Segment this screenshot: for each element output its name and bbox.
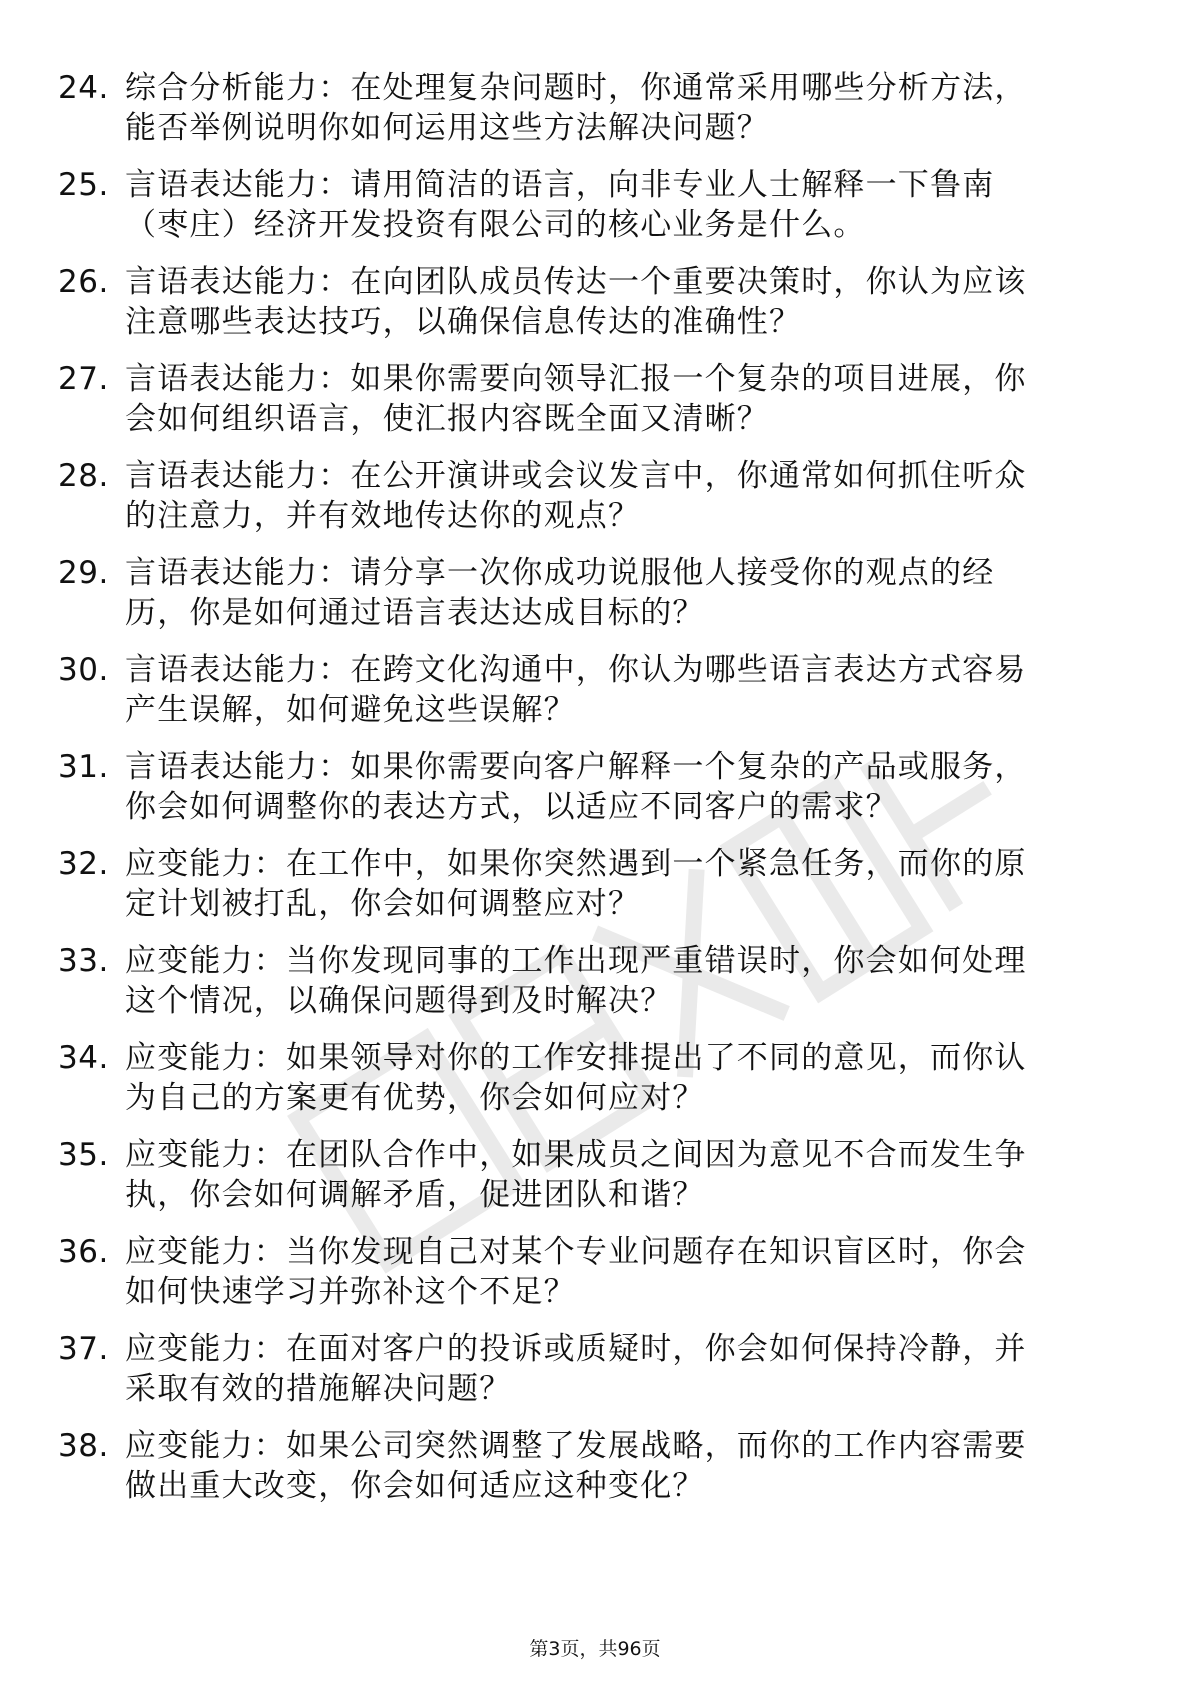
question-line: 应变能力：在面对客户的投诉或质疑时，你会如何保持冷静，并 [125, 1331, 1027, 1367]
question-text [125, 359, 1175, 439]
question-text [125, 68, 1175, 148]
question-text [125, 1135, 1175, 1215]
question-line: 产生误解，如何避免这些误解？ [125, 692, 576, 728]
question-text [125, 1426, 1175, 1506]
question-item [58, 941, 1118, 1038]
question-item [58, 68, 1118, 165]
question-line: 言语表达能力：请分享一次你成功说服他人接受你的观点的经 [125, 555, 995, 591]
question-item [58, 1426, 1118, 1523]
question-number: 36. [58, 1234, 109, 1270]
question-list [58, 68, 1118, 1523]
question-line: 你会如何调整你的表达方式，以适应不同客户的需求？ [125, 789, 898, 825]
question-text [125, 1232, 1175, 1312]
question-text [125, 650, 1175, 730]
question-line: 注意哪些表达技巧，以确保信息传达的准确性？ [125, 304, 802, 340]
question-number: 29. [58, 555, 109, 591]
question-item [58, 1232, 1118, 1329]
question-number: 28. [58, 458, 109, 494]
question-line: 言语表达能力：如果你需要向领导汇报一个复杂的项目进展，你 [125, 361, 1027, 397]
question-item [58, 1038, 1118, 1135]
question-text [125, 1329, 1175, 1409]
question-line: 言语表达能力：在公开演讲或会议发言中，你通常如何抓住听众 [125, 458, 1027, 494]
question-number: 24. [58, 70, 109, 106]
question-line: 应变能力：如果公司突然调整了发展战略，而你的工作内容需要 [125, 1428, 1027, 1464]
question-line: 定计划被打乱，你会如何调整应对？ [125, 886, 641, 922]
question-number: 37. [58, 1331, 109, 1367]
question-item [58, 650, 1118, 747]
question-item [58, 456, 1118, 553]
question-item [58, 747, 1118, 844]
question-text [125, 456, 1175, 536]
question-line: 这个情况，以确保问题得到及时解决？ [125, 983, 673, 1019]
question-text [125, 165, 1175, 245]
question-text [125, 941, 1175, 1021]
question-line: 言语表达能力：在向团队成员传达一个重要决策时，你认为应该 [125, 264, 1027, 300]
question-line: （枣庄）经济开发投资有限公司的核心业务是什么。 [125, 207, 866, 243]
question-text [125, 553, 1175, 633]
question-number: 38. [58, 1428, 109, 1464]
question-number: 27. [58, 361, 109, 397]
question-text [125, 1038, 1175, 1118]
question-number: 25. [58, 167, 109, 203]
question-line: 言语表达能力：在跨文化沟通中，你认为哪些语言表达方式容易 [125, 652, 1027, 688]
question-text [125, 844, 1175, 924]
question-line: 做出重大改变，你会如何适应这种变化？ [125, 1468, 705, 1504]
question-line: 言语表达能力：如果你需要向客户解释一个复杂的产品或服务， [125, 749, 1027, 785]
question-item [58, 262, 1118, 359]
question-line: 言语表达能力：请用简洁的语言，向非专业人士解释一下鲁南 [125, 167, 995, 203]
question-line: 的注意力，并有效地传达你的观点？ [125, 498, 641, 534]
question-line: 应变能力：在工作中，如果你突然遇到一个紧急任务，而你的原 [125, 846, 1027, 882]
question-line: 应变能力：如果领导对你的工作安排提出了不同的意见，而你认 [125, 1040, 1027, 1076]
page-footer [0, 1637, 1190, 1661]
question-text [125, 747, 1175, 827]
question-line: 综合分析能力：在处理复杂问题时，你通常采用哪些分析方法， [125, 70, 1027, 106]
question-line: 能否举例说明你如何运用这些方法解决问题？ [125, 110, 769, 146]
question-text [125, 262, 1175, 342]
question-number: 33. [58, 943, 109, 979]
question-item [58, 359, 1118, 456]
question-line: 为自己的方案更有优势，你会如何应对？ [125, 1080, 705, 1116]
page-number-label: 第3页，共96页 [529, 1638, 661, 1660]
question-number: 32. [58, 846, 109, 882]
question-line: 执，你会如何调解矛盾，促进团队和谐？ [125, 1177, 705, 1213]
question-line: 应变能力：在团队合作中，如果成员之间因为意见不合而发生争 [125, 1137, 1027, 1173]
question-item [58, 1329, 1118, 1426]
question-number: 26. [58, 264, 109, 300]
question-line: 采取有效的措施解决问题？ [125, 1371, 512, 1407]
question-item [58, 165, 1118, 262]
question-line: 应变能力：当你发现同事的工作出现严重错误时，你会如何处理 [125, 943, 1027, 979]
question-item [58, 844, 1118, 941]
question-line: 历，你是如何通过语言表达达成目标的？ [125, 595, 705, 631]
question-number: 30. [58, 652, 109, 688]
question-number: 35. [58, 1137, 109, 1173]
question-item [58, 553, 1118, 650]
question-line: 会如何组织语言，使汇报内容既全面又清晰？ [125, 401, 769, 437]
question-item [58, 1135, 1118, 1232]
question-line: 如何快速学习并弥补这个不足？ [125, 1274, 576, 1310]
question-number: 31. [58, 749, 109, 785]
question-line: 应变能力：当你发现自己对某个专业问题存在知识盲区时，你会 [125, 1234, 1027, 1270]
question-number: 34. [58, 1040, 109, 1076]
